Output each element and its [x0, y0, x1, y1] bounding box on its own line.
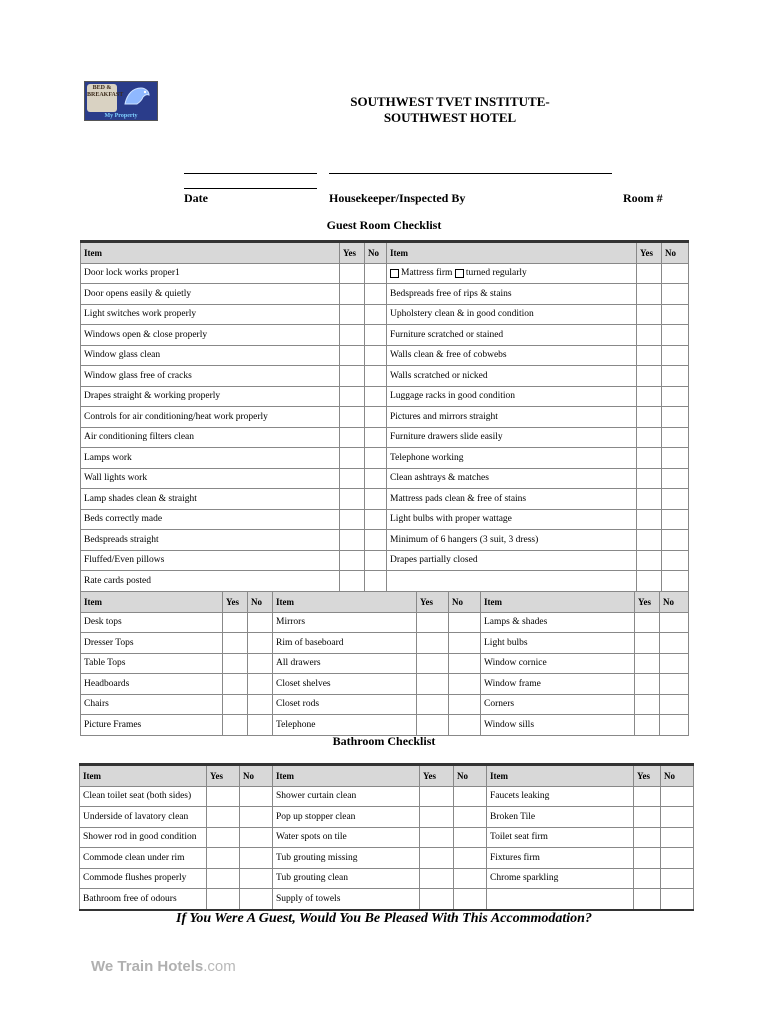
table-row: [81, 448, 689, 469]
checklist-item: Fixtures firm: [487, 848, 634, 869]
checklist-item: Rate cards posted: [81, 571, 340, 592]
yes-checkbox-cell[interactable]: [635, 674, 660, 695]
yes-checkbox-cell[interactable]: [417, 694, 449, 715]
checklist-item: Closet shelves: [273, 674, 417, 695]
yes-checkbox-cell[interactable]: [637, 304, 662, 325]
bathroom-checklist-title: Bathroom Checklist: [332, 734, 436, 748]
checklist-item: Water spots on tile: [273, 827, 420, 848]
table-row: [81, 674, 689, 695]
checklist-item: Lamps work: [81, 448, 340, 469]
checklist-item: Corners: [481, 694, 635, 715]
yes-checkbox-cell[interactable]: [207, 786, 240, 807]
yes-checkbox-cell[interactable]: [340, 366, 365, 387]
table-row: [81, 263, 689, 284]
housekeeper-label: Housekeeper/Inspected By: [329, 191, 466, 205]
yes-checkbox-cell[interactable]: [340, 509, 365, 530]
yes-column-header: Yes: [340, 242, 365, 264]
checklist-item: Tub grouting missing: [273, 848, 420, 869]
checklist-item: Door opens easily & quietly: [81, 284, 340, 305]
no-checkbox-cell[interactable]: [248, 612, 273, 633]
date-label: Date: [184, 191, 208, 205]
no-checkbox-cell[interactable]: [662, 468, 689, 489]
yes-checkbox-cell[interactable]: [634, 786, 661, 807]
room-label: Room #: [623, 191, 663, 205]
no-checkbox-cell[interactable]: [365, 284, 387, 305]
checklist-item: Tub grouting clean: [273, 868, 420, 889]
table-row: [81, 633, 689, 654]
no-column-header: No: [661, 765, 694, 787]
no-column-header: No: [240, 765, 273, 787]
table-row: [81, 612, 689, 633]
no-checkbox-cell[interactable]: [661, 868, 694, 889]
yes-column-header: Yes: [207, 765, 240, 787]
yes-checkbox-cell[interactable]: [635, 633, 660, 654]
checklist-item: Lamps & shades: [481, 612, 635, 633]
no-checkbox-cell[interactable]: [662, 509, 689, 530]
checklist-item: Mirrors: [273, 612, 417, 633]
no-checkbox-cell[interactable]: [454, 786, 487, 807]
table-row: [81, 715, 689, 736]
checklist-item: Closet rods: [273, 694, 417, 715]
no-checkbox-cell[interactable]: [660, 633, 689, 654]
institute-name: SOUTHWEST TVET INSTITUTE-: [350, 94, 550, 109]
checklist-item: [487, 889, 634, 910]
table-row: [80, 786, 694, 807]
yes-checkbox-cell[interactable]: [637, 571, 662, 592]
yes-checkbox-cell[interactable]: [207, 848, 240, 869]
yes-checkbox-cell[interactable]: [634, 848, 661, 869]
table-row: [81, 325, 689, 346]
checklist-item: Window cornice: [481, 653, 635, 674]
yes-checkbox-cell[interactable]: [420, 786, 454, 807]
yes-checkbox-cell[interactable]: [634, 889, 661, 910]
no-checkbox-cell[interactable]: [248, 694, 273, 715]
no-checkbox-cell[interactable]: [662, 345, 689, 366]
no-checkbox-cell[interactable]: [248, 715, 273, 736]
no-checkbox-cell[interactable]: [660, 653, 689, 674]
checklist-item: Door lock works proper1: [81, 263, 340, 284]
table-row: [81, 284, 689, 305]
no-checkbox-cell[interactable]: [449, 612, 481, 633]
yes-checkbox-cell[interactable]: [417, 612, 449, 633]
checklist-item: Window glass free of cracks: [81, 366, 340, 387]
hotel-name: SOUTHWEST HOTEL: [383, 110, 517, 125]
yes-checkbox-cell[interactable]: [420, 889, 454, 910]
no-checkbox-cell[interactable]: [662, 571, 689, 592]
date-line[interactable]: [184, 188, 317, 189]
table-row: [81, 489, 689, 510]
checklist-item: Light bulbs with proper wattage: [387, 509, 637, 530]
checklist-item: Lamp shades clean & straight: [81, 489, 340, 510]
checklist-item: Pictures and mirrors straight: [387, 407, 637, 428]
yes-checkbox-cell[interactable]: [417, 653, 449, 674]
yes-checkbox-cell[interactable]: [223, 612, 248, 633]
watermark-brand: We Train Hotels: [91, 958, 204, 975]
yes-checkbox-cell[interactable]: [340, 550, 365, 571]
checklist-item: Dresser Tops: [81, 633, 223, 654]
yes-checkbox-cell[interactable]: [637, 284, 662, 305]
no-checkbox-cell[interactable]: [365, 407, 387, 428]
no-checkbox-cell[interactable]: [660, 715, 689, 736]
yes-column-header: Yes: [634, 765, 661, 787]
yes-checkbox-cell[interactable]: [637, 407, 662, 428]
checklist-item: Rim of baseboard: [273, 633, 417, 654]
table-row: [81, 509, 689, 530]
yes-column-header: Yes: [420, 765, 454, 787]
yes-checkbox-cell[interactable]: [340, 284, 365, 305]
item-column-header: Item: [387, 242, 637, 264]
no-checkbox-cell[interactable]: [248, 633, 273, 654]
header-row: [81, 592, 689, 613]
checklist-item: All drawers: [273, 653, 417, 674]
checklist-item: [387, 571, 637, 592]
item-column-header: Item: [81, 592, 223, 613]
no-checkbox-cell[interactable]: [449, 694, 481, 715]
table-row: [80, 868, 694, 889]
table-row: [81, 653, 689, 674]
no-checkbox-cell[interactable]: [365, 550, 387, 571]
watermark-suffix: .com: [203, 958, 236, 975]
checkbox-icon[interactable]: [455, 269, 464, 278]
checklist-item: Chrome sparkling: [487, 868, 634, 889]
checklist-item: Headboards: [81, 674, 223, 695]
table-row: [81, 407, 689, 428]
yes-checkbox-cell[interactable]: [637, 386, 662, 407]
checklist-item: Windows open & close properly: [81, 325, 340, 346]
no-checkbox-cell[interactable]: [365, 366, 387, 387]
checklist-item: Chairs: [81, 694, 223, 715]
yes-checkbox-cell[interactable]: [207, 889, 240, 910]
footer-question: If You Were A Guest, Would You Be Pleased With This Accommodation?: [176, 911, 592, 926]
no-checkbox-cell[interactable]: [661, 807, 694, 828]
checklist-item: [387, 263, 637, 284]
no-checkbox-cell[interactable]: [660, 612, 689, 633]
checklist-item: Commode flushes properly: [80, 868, 207, 889]
table-row: [80, 889, 694, 910]
checklist-item: Telephone working: [387, 448, 637, 469]
no-column-header: No: [248, 592, 273, 613]
table-row: [81, 571, 689, 592]
no-checkbox-cell[interactable]: [248, 653, 273, 674]
no-column-header: No: [449, 592, 481, 613]
yes-checkbox-cell[interactable]: [417, 674, 449, 695]
no-checkbox-cell[interactable]: [449, 715, 481, 736]
no-checkbox-cell[interactable]: [240, 827, 273, 848]
checkbox-icon[interactable]: [390, 269, 399, 278]
no-checkbox-cell[interactable]: [365, 386, 387, 407]
item-column-header: Item: [273, 765, 420, 787]
no-checkbox-cell[interactable]: [454, 827, 487, 848]
table-row: [81, 345, 689, 366]
no-column-header: No: [660, 592, 689, 613]
horse-icon: [121, 84, 153, 108]
yes-checkbox-cell[interactable]: [635, 653, 660, 674]
yes-checkbox-cell[interactable]: [635, 694, 660, 715]
item-column-header: Item: [80, 765, 207, 787]
yes-checkbox-cell[interactable]: [417, 715, 449, 736]
table-row: [81, 530, 689, 551]
checklist-item: Telephone: [273, 715, 417, 736]
checklist-item: Shower curtain clean: [273, 786, 420, 807]
yes-checkbox-cell[interactable]: [223, 674, 248, 695]
blank-line: [329, 173, 612, 174]
checklist-item: Furniture drawers slide easily: [387, 427, 637, 448]
no-checkbox-cell[interactable]: [365, 468, 387, 489]
no-checkbox-cell[interactable]: [240, 848, 273, 869]
no-checkbox-cell[interactable]: [449, 633, 481, 654]
logo-caption: My Property: [104, 113, 138, 119]
checklist-item: Faucets leaking: [487, 786, 634, 807]
checklist-item: Fluffed/Even pillows: [81, 550, 340, 571]
item-column-header: Item: [273, 592, 417, 613]
no-column-header: No: [662, 242, 689, 264]
no-checkbox-cell[interactable]: [662, 489, 689, 510]
checklist-item: Bathroom free of odours: [80, 889, 207, 910]
no-checkbox-cell[interactable]: [662, 263, 689, 284]
checklist-item: Furniture scratched or stained: [387, 325, 637, 346]
mattress-firm-label: Mattress firm: [401, 268, 455, 279]
no-checkbox-cell[interactable]: [662, 448, 689, 469]
no-column-header: No: [454, 765, 487, 787]
yes-checkbox-cell[interactable]: [223, 653, 248, 674]
yes-checkbox-cell[interactable]: [207, 807, 240, 828]
yes-checkbox-cell[interactable]: [340, 448, 365, 469]
yes-checkbox-cell[interactable]: [420, 807, 454, 828]
checklist-item: Clean toilet seat (both sides): [80, 786, 207, 807]
no-checkbox-cell[interactable]: [240, 786, 273, 807]
yes-checkbox-cell[interactable]: [223, 715, 248, 736]
no-checkbox-cell[interactable]: [365, 509, 387, 530]
no-checkbox-cell[interactable]: [248, 674, 273, 695]
yes-checkbox-cell[interactable]: [637, 530, 662, 551]
yes-checkbox-cell[interactable]: [340, 263, 365, 284]
checklist-item: Table Tops: [81, 653, 223, 674]
checklist-item: Underside of lavatory clean: [80, 807, 207, 828]
yes-checkbox-cell[interactable]: [340, 407, 365, 428]
checklist-item: Bedspreads straight: [81, 530, 340, 551]
checklist-item: Commode clean under rim: [80, 848, 207, 869]
no-checkbox-cell[interactable]: [365, 304, 387, 325]
yes-checkbox-cell[interactable]: [223, 633, 248, 654]
checklist-item: Supply of towels: [273, 889, 420, 910]
no-checkbox-cell[interactable]: [662, 304, 689, 325]
yes-checkbox-cell[interactable]: [420, 827, 454, 848]
table-row: [81, 386, 689, 407]
checklist-item: Toilet seat firm: [487, 827, 634, 848]
checklist-item: Window glass clean: [81, 345, 340, 366]
no-checkbox-cell[interactable]: [449, 674, 481, 695]
table-row: [81, 427, 689, 448]
checklist-item: Bedspreads free of rips & stains: [387, 284, 637, 305]
yes-column-header: Yes: [223, 592, 248, 613]
no-checkbox-cell[interactable]: [662, 407, 689, 428]
no-checkbox-cell[interactable]: [365, 571, 387, 592]
checklist-item: Clean ashtrays & matches: [387, 468, 637, 489]
checklist-item: Light switches work properly: [81, 304, 340, 325]
header-row: [80, 765, 694, 787]
yes-checkbox-cell[interactable]: [340, 386, 365, 407]
no-checkbox-cell[interactable]: [661, 848, 694, 869]
no-column-header: No: [365, 242, 387, 264]
checklist-item: Wall lights work: [81, 468, 340, 489]
no-checkbox-cell[interactable]: [662, 530, 689, 551]
no-checkbox-cell[interactable]: [365, 263, 387, 284]
table-row: [80, 827, 694, 848]
blank-line: [184, 173, 317, 174]
checklist-item: Minimum of 6 hangers (3 suit, 3 dress): [387, 530, 637, 551]
yes-checkbox-cell[interactable]: [420, 868, 454, 889]
checklist-item: Air conditioning filters clean: [81, 427, 340, 448]
no-checkbox-cell[interactable]: [454, 848, 487, 869]
no-checkbox-cell[interactable]: [660, 674, 689, 695]
yes-checkbox-cell[interactable]: [634, 827, 661, 848]
item-column-header: Item: [481, 592, 635, 613]
checklist-item: Luggage racks in good condition: [387, 386, 637, 407]
table-row: [81, 366, 689, 387]
item-column-header: Item: [487, 765, 634, 787]
yes-column-header: Yes: [417, 592, 449, 613]
yes-checkbox-cell[interactable]: [340, 468, 365, 489]
guest-room-table: [80, 240, 689, 592]
yes-checkbox-cell[interactable]: [420, 848, 454, 869]
no-checkbox-cell[interactable]: [240, 889, 273, 910]
yes-checkbox-cell[interactable]: [637, 366, 662, 387]
yes-checkbox-cell[interactable]: [340, 571, 365, 592]
yes-checkbox-cell[interactable]: [637, 509, 662, 530]
yes-checkbox-cell[interactable]: [637, 427, 662, 448]
yes-checkbox-cell[interactable]: [340, 530, 365, 551]
yes-checkbox-cell[interactable]: [637, 550, 662, 571]
yes-checkbox-cell[interactable]: [637, 489, 662, 510]
no-checkbox-cell[interactable]: [240, 868, 273, 889]
bathroom-table: [79, 763, 694, 911]
checklist-item: Shower rod in good condition: [80, 827, 207, 848]
no-checkbox-cell[interactable]: [365, 345, 387, 366]
yes-checkbox-cell[interactable]: [223, 694, 248, 715]
no-checkbox-cell[interactable]: [365, 325, 387, 346]
dusting-table: [80, 591, 689, 736]
table-row: [80, 848, 694, 869]
no-checkbox-cell[interactable]: [662, 427, 689, 448]
no-checkbox-cell[interactable]: [661, 889, 694, 910]
yes-checkbox-cell[interactable]: [340, 427, 365, 448]
no-checkbox-cell[interactable]: [661, 827, 694, 848]
checklist-item: Broken Tile: [487, 807, 634, 828]
yes-checkbox-cell[interactable]: [207, 868, 240, 889]
logo-badge: BED & BREAKFAST: [87, 84, 117, 112]
turned-regularly-label: turned regularly: [465, 268, 527, 279]
no-checkbox-cell[interactable]: [454, 868, 487, 889]
yes-checkbox-cell[interactable]: [637, 263, 662, 284]
checklist-item: Mattress pads clean & free of stains: [387, 489, 637, 510]
no-checkbox-cell[interactable]: [662, 284, 689, 305]
table-row: [80, 807, 694, 828]
yes-checkbox-cell[interactable]: [207, 827, 240, 848]
no-checkbox-cell[interactable]: [660, 694, 689, 715]
no-checkbox-cell[interactable]: [240, 807, 273, 828]
yes-checkbox-cell[interactable]: [417, 633, 449, 654]
table-row: [81, 694, 689, 715]
no-checkbox-cell[interactable]: [365, 448, 387, 469]
checklist-item: Walls scratched or nicked: [387, 366, 637, 387]
checklist-item: Window sills: [481, 715, 635, 736]
no-checkbox-cell[interactable]: [662, 550, 689, 571]
no-checkbox-cell[interactable]: [662, 366, 689, 387]
item-column-header: Item: [81, 242, 340, 264]
no-checkbox-cell[interactable]: [454, 807, 487, 828]
checklist-item: Desk tops: [81, 612, 223, 633]
yes-checkbox-cell[interactable]: [635, 612, 660, 633]
no-checkbox-cell[interactable]: [365, 489, 387, 510]
checklist-item: Picture Frames: [81, 715, 223, 736]
yes-checkbox-cell[interactable]: [637, 448, 662, 469]
yes-column-header: Yes: [637, 242, 662, 264]
no-checkbox-cell[interactable]: [449, 653, 481, 674]
guest-room-checklist-title: Guest Room Checklist: [326, 218, 442, 232]
no-checkbox-cell[interactable]: [662, 386, 689, 407]
watermark: [91, 958, 236, 975]
no-checkbox-cell[interactable]: [365, 427, 387, 448]
yes-checkbox-cell[interactable]: [637, 345, 662, 366]
yes-checkbox-cell[interactable]: [340, 325, 365, 346]
no-checkbox-cell[interactable]: [662, 325, 689, 346]
yes-checkbox-cell[interactable]: [635, 715, 660, 736]
yes-checkbox-cell[interactable]: [637, 325, 662, 346]
yes-column-header: Yes: [635, 592, 660, 613]
checklist-item: Beds correctly made: [81, 509, 340, 530]
yes-checkbox-cell[interactable]: [340, 489, 365, 510]
checklist-item: Light bulbs: [481, 633, 635, 654]
checklist-item: Drapes straight & working properly: [81, 386, 340, 407]
checklist-item: Window frame: [481, 674, 635, 695]
yes-checkbox-cell[interactable]: [634, 807, 661, 828]
checklist-item: Walls clean & free of cobwebs: [387, 345, 637, 366]
yes-checkbox-cell[interactable]: [637, 468, 662, 489]
yes-checkbox-cell[interactable]: [340, 304, 365, 325]
bed-breakfast-logo: [84, 81, 158, 121]
table-row: [81, 550, 689, 571]
no-checkbox-cell[interactable]: [365, 530, 387, 551]
no-checkbox-cell[interactable]: [454, 889, 487, 910]
checklist-item: Pop up stopper clean: [273, 807, 420, 828]
checklist-item: Upholstery clean & in good condition: [387, 304, 637, 325]
checklist-item: Controls for air conditioning/heat work properly: [81, 407, 340, 428]
header-row: [81, 242, 689, 264]
checklist-item: Drapes partially closed: [387, 550, 637, 571]
table-row: [81, 468, 689, 489]
yes-checkbox-cell[interactable]: [340, 345, 365, 366]
table-row: [81, 304, 689, 325]
no-checkbox-cell[interactable]: [661, 786, 694, 807]
yes-checkbox-cell[interactable]: [634, 868, 661, 889]
